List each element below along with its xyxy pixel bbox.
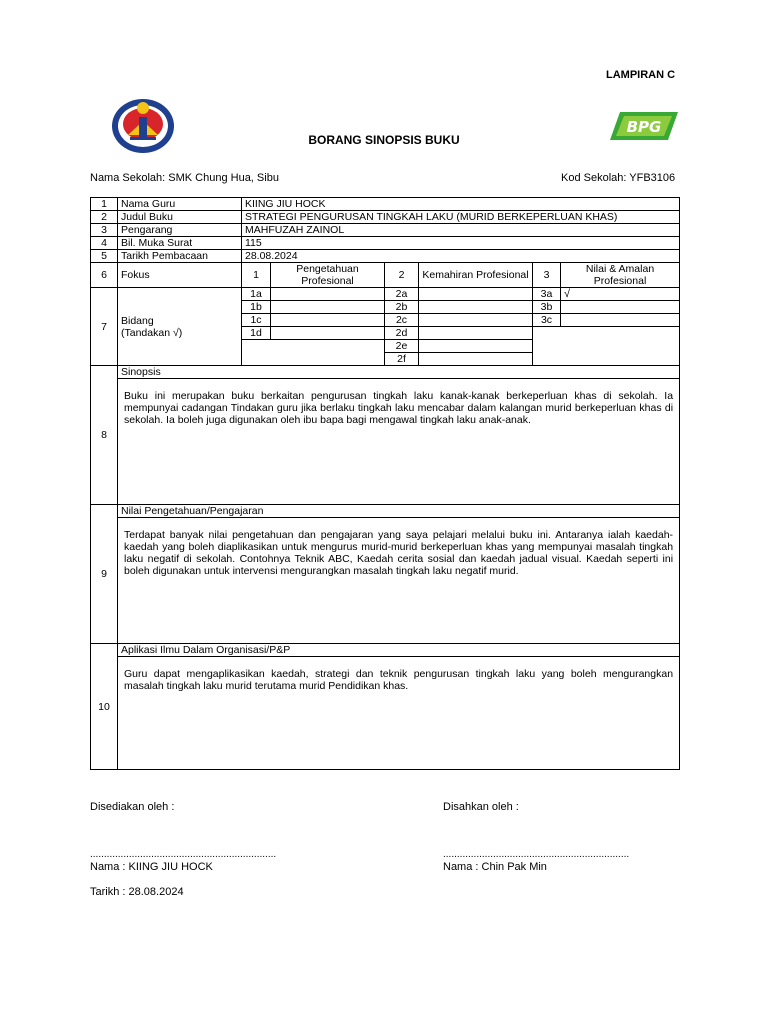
bidang-check-2c[interactable] xyxy=(419,314,533,327)
school-code: Kod Sekolah: YFB3106 xyxy=(561,172,676,184)
bidang-check-1b[interactable] xyxy=(271,301,385,314)
table-row-sinopsis-body xyxy=(91,379,680,505)
bidang-empty xyxy=(242,340,385,366)
svg-text:BPG: BPG xyxy=(626,118,662,136)
bidang-code: 3c xyxy=(533,314,561,327)
table-row xyxy=(91,198,680,211)
bidang-code: 3b xyxy=(533,301,561,314)
fokus-number-2: 2 xyxy=(385,263,419,288)
table-row xyxy=(91,237,680,250)
synopsis-text: Buku ini merupakan buku berkaitan pengurusan tingkah laku kanak-kanak berkeperluan khas di sekolah. Ia mempunyai cadangan Tindakan guru jika berlaku tingkah laku mencabar dalam kalangan murid berkeperluan khas di sekolah. Ia boleh juga digunakan oleh ibu bapa bagi mengawal tingkah laku anak-anak. xyxy=(118,379,680,505)
teacher-name-value: KIING JIU HOCK xyxy=(242,198,680,211)
knowledge-value-text: Terdapat banyak nilai pengetahuan dan pengajaran yang saya pelajari melalui buku ini. Antaranya ialah kaedah-kaedah yang boleh diaplikasikan untuk mengurus murid-murid berkeperluan khas yang mempunyai masalah tingkah laku negatif di sekolah. Contohnya Teknik ABC, Kaedah cerita sosial dan kaedah jadual visual. Kaedah seperti ini boleh digunakan untuk intervensi mengurangkan masalah tingkah laku negatif murid. xyxy=(118,518,680,644)
bidang-code: 2f xyxy=(385,353,419,366)
row-number: 1 xyxy=(91,198,118,211)
bidang-code: 2d xyxy=(385,327,419,340)
fokus-number-3: 3 xyxy=(533,263,561,288)
row-number: 9 xyxy=(91,505,118,644)
lampiran-label: LAMPIRAN C xyxy=(606,69,676,81)
prepared-by-label: Disediakan oleh : xyxy=(90,801,175,813)
bidang-check-1c[interactable] xyxy=(271,314,385,327)
row-number: 6 xyxy=(91,263,118,288)
application-text: Guru dapat mengaplikasikan kaedah, strategi dan teknik pengurusan tingkah laku yang boleh mengurangkan masalah tingkah laku murid terutama murid Pendidikan khas. xyxy=(118,657,680,770)
table-row-sinopsis-header xyxy=(91,366,680,379)
section-heading: Nilai Pengetahuan/Pengajaran xyxy=(118,505,680,518)
reading-date-value: 28.08.2024 xyxy=(242,250,680,263)
page-count-value: 115 xyxy=(242,237,680,250)
bidang-code: 2c xyxy=(385,314,419,327)
fokus-heading-1: Pengetahuan Profesional xyxy=(271,263,385,288)
table-row-nilai-body xyxy=(91,518,680,644)
fokus-heading-2: Kemahiran Profesional xyxy=(419,263,533,288)
row-number: 10 xyxy=(91,644,118,770)
bidang-check-2b[interactable] xyxy=(419,301,533,314)
row-label: Bil. Muka Surat xyxy=(118,237,242,250)
bidang-check-2f[interactable] xyxy=(419,353,533,366)
row-label: Tarikh Pembacaan xyxy=(118,250,242,263)
bidang-check-3a[interactable] xyxy=(561,288,680,301)
bidang-code: 2e xyxy=(385,340,419,353)
bidang-check-2a[interactable] xyxy=(419,288,533,301)
row-label: Pengarang xyxy=(118,224,242,237)
section-heading: Sinopsis xyxy=(118,366,680,379)
row-label: Nama Guru xyxy=(118,198,242,211)
bidang-check-1a[interactable] xyxy=(271,288,385,301)
author-value: MAHFUZAH ZAINOL xyxy=(242,224,680,237)
row-number: 3 xyxy=(91,224,118,237)
fokus-heading-3: Nilai & Amalan Profesional xyxy=(561,263,680,288)
bidang-empty xyxy=(533,327,680,366)
book-title-value: STRATEGI PENGURUSAN TINGKAH LAKU (MURID BERKEPERLUAN KHAS) xyxy=(242,211,680,224)
bidang-code: 2b xyxy=(385,301,419,314)
bidang-check-3c[interactable] xyxy=(561,314,680,327)
table-row xyxy=(91,224,680,237)
bidang-check-3b[interactable] xyxy=(561,301,680,314)
row-label: Fokus xyxy=(118,263,242,288)
bidang-check-1d[interactable] xyxy=(271,327,385,340)
approved-signature-line: ................................................................... xyxy=(443,849,630,860)
prepared-by-name: Nama : KIING JIU HOCK xyxy=(90,861,213,873)
bpg-logo xyxy=(610,108,680,144)
bidang-label xyxy=(118,288,242,366)
school-name: Nama Sekolah: SMK Chung Hua, Sibu xyxy=(90,172,279,184)
bidang-code: 3a xyxy=(533,288,561,301)
synopsis-form-table xyxy=(90,197,680,770)
row-number: 4 xyxy=(91,237,118,250)
row-label: Judul Buku xyxy=(118,211,242,224)
bidang-label-hint: (Tandakan √) xyxy=(121,326,183,339)
table-row-nilai-header xyxy=(91,505,680,518)
bidang-code: 1b xyxy=(242,301,271,314)
table-row-fokus xyxy=(91,263,680,288)
table-row-aplikasi-header xyxy=(91,644,680,657)
prepared-date: Tarikh : 28.08.2024 xyxy=(90,886,184,898)
bidang-code: 2a xyxy=(385,288,419,301)
bidang-label-title: Bidang xyxy=(121,314,154,327)
row-number: 7 xyxy=(91,288,118,366)
section-heading: Aplikasi Ilmu Dalam Organisasi/P&P xyxy=(118,644,680,657)
check-mark: √ xyxy=(564,288,571,300)
table-row xyxy=(91,211,680,224)
bidang-code: 1a xyxy=(242,288,271,301)
row-number: 5 xyxy=(91,250,118,263)
fokus-number-1: 1 xyxy=(242,263,271,288)
table-row xyxy=(91,250,680,263)
row-number: 2 xyxy=(91,211,118,224)
row-number: 8 xyxy=(91,366,118,505)
bidang-code: 1d xyxy=(242,327,271,340)
bidang-code: 1c xyxy=(242,314,271,327)
table-row-bidang xyxy=(91,288,680,301)
bidang-check-2d[interactable] xyxy=(419,327,533,340)
prepared-signature-line: ................................................................... xyxy=(90,849,277,860)
table-row-aplikasi-body xyxy=(91,657,680,770)
bidang-check-2e[interactable] xyxy=(419,340,533,353)
approved-by-label: Disahkan oleh : xyxy=(443,801,519,813)
form-title: BORANG SINOPSIS BUKU xyxy=(308,133,460,147)
approved-by-name: Nama : Chin Pak Min xyxy=(443,861,547,873)
